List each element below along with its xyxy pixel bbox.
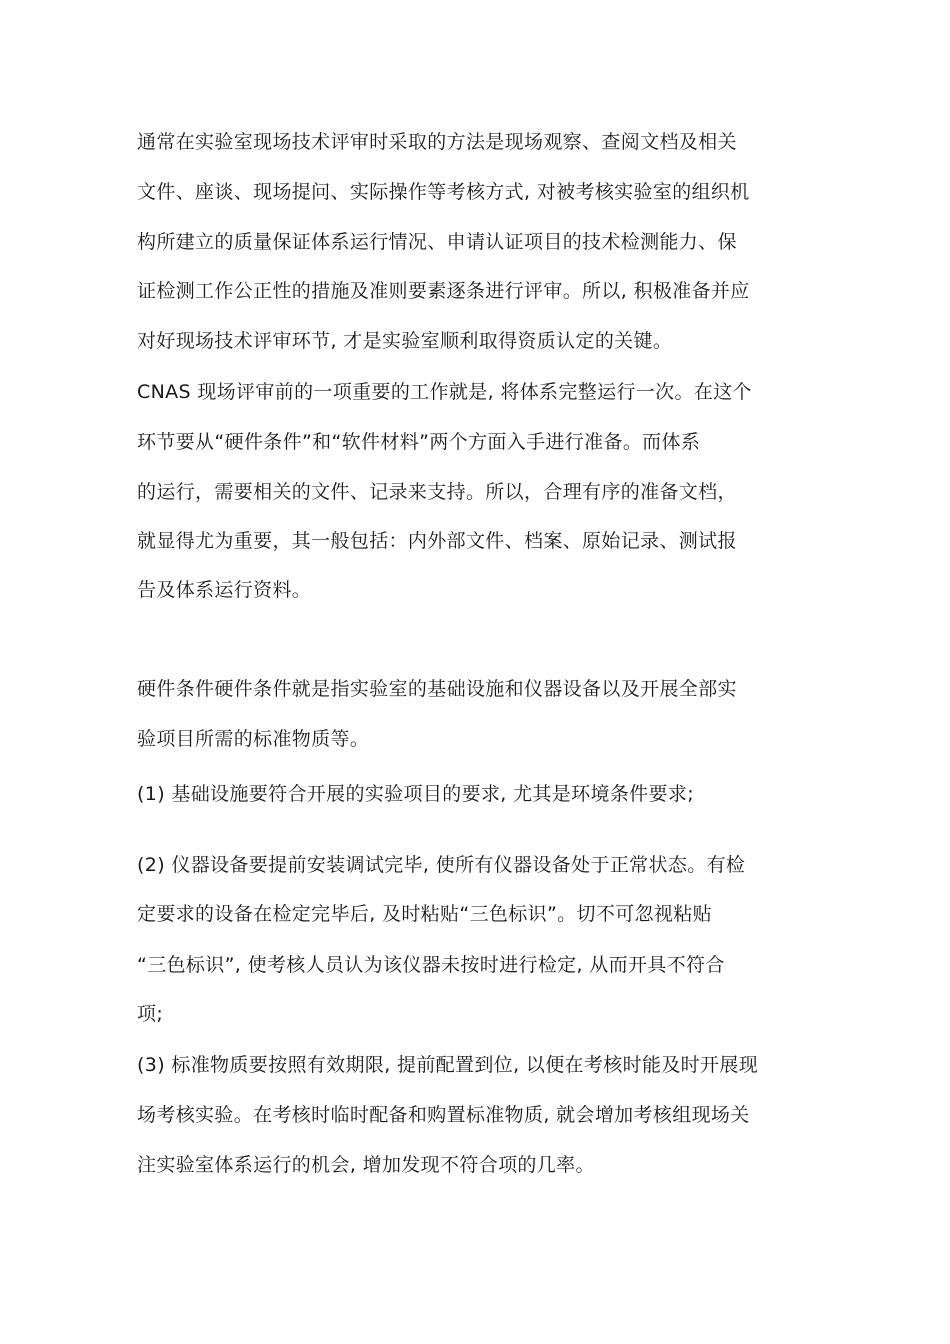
text-line: 验项目所需的标准物质等。 — [137, 728, 370, 750]
text-line: 环节要从“硬件条件”和“软件材料”两个方面入手进行准备。而体系 — [137, 431, 701, 453]
text-line: 证检测工作公正性的措施及准则要素逐条进行评审。所以, 积极准备并应 — [137, 280, 750, 302]
text-line: 告及体系运行资料。 — [137, 579, 312, 601]
text-line: “三色标识”, 使考核人员认为该仪器未按时进行检定, 从而开具不符合 — [137, 954, 725, 976]
text-line: (2) 仪器设备要提前安装调试完毕, 使所有仪器设备处于正常状态。有检 — [137, 854, 746, 876]
text-line: (1) 基础设施要符合开展的实验项目的要求, 尤其是环境条件要求; — [137, 783, 694, 805]
text-line: 定要求的设备在检定完毕后, 及时粘贴“三色标识”。切不可忽视粘贴 — [137, 903, 712, 925]
text-line: 构所建立的质量保证体系运行情况、申请认证项目的技术检测能力、保 — [137, 231, 737, 253]
text-line: 文件、座谈、现场提问、实际操作等考核方式, 对被考核实验室的组织机 — [137, 181, 750, 203]
text-line: 对好现场技术评审环节, 才是实验室顺利取得资质认定的关键。 — [137, 330, 673, 352]
text-line: (3) 标准物质要按照有效期限, 提前配置到位, 以便在考核时能及时开展现 — [137, 1054, 759, 1076]
text-line: CNAS 现场评审前的一项重要的工作就是, 将体系完整运行一次。在这个 — [137, 381, 752, 403]
text-line: 注实验室体系运行的机会, 增加发现不符合项的几率。 — [137, 1154, 595, 1176]
text-line: 通常在实验室现场技术评审时采取的方法是现场观察、查阅文档及相关 — [137, 131, 737, 153]
text-line: 的运行，需要相关的文件、记录来支持。所以，合理有序的准备文档， — [137, 481, 737, 503]
text-line: 硬件条件硬件条件就是指实验室的基础设施和仪器设备以及开展全部实 — [137, 678, 737, 700]
text-line: 场考核实验。在考核时临时配备和购置标准物质, 就会增加考核组现场关 — [137, 1104, 750, 1126]
text-line: 就显得尤为重要，其一般包括：内外部文件、档案、原始记录、测试报 — [137, 530, 737, 552]
text-line: 项; — [137, 1003, 164, 1025]
